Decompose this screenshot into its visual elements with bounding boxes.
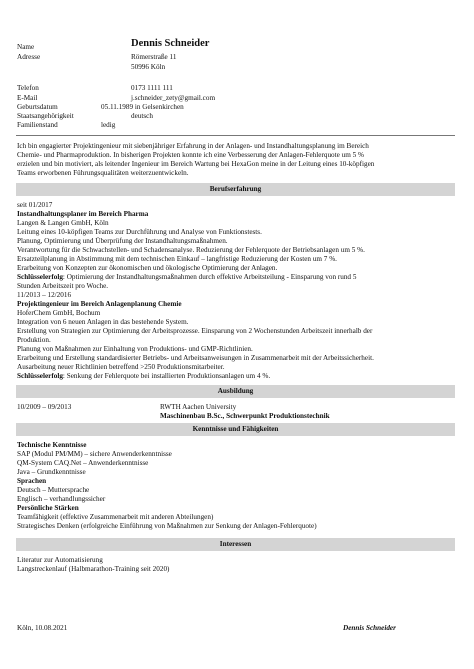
job-company: Langen & Langen GmbH, Köln [17,219,109,227]
job-bullet: Ausarbeitung neuer Richtlinien betreffend >250 Produktionsmitarbeiter. [17,363,225,371]
summary-line: erzielen und bin motiviert, als leitender Ingenieur im Bereich Wartung bei HexaGon meine in der Leitung eines 10-köpfigen [17,160,375,168]
job-success [17,372,270,380]
skill-item: QM-System CAQ.Net – Anwenderkenntnisse [17,459,149,467]
job-bullet: Leitung eines 10-köpfigen Teams zur Durchführung und Analyse von Funktionstests. [17,228,262,236]
divider [16,135,455,136]
nationality-value: deutsch [131,112,153,120]
interest-item: Literatur zur Automatisierung [17,556,103,564]
skill-item: Strategisches Denken (erfolgreiche Einführung von Maßnahmen zur Senkung der Anlagen-Fehlerquote) [17,522,317,530]
birth-label: Geburtsdatum [17,103,58,111]
job-success [17,273,356,281]
education-school: RWTH Aachen University [160,403,237,411]
skill-item: Deutsch – Muttersprache [17,486,90,494]
skills-lang-title: Sprachen [17,477,47,485]
education-period: 10/2009 – 09/2013 [17,403,72,411]
job-bullet: Integration von 6 neuen Anlagen in das bestehende System. [17,318,189,326]
place-date: Köln, 10.08.2021 [17,624,68,632]
interest-item: Langstreckenlauf (Halbmarathon-Training seit 2020) [17,565,170,573]
summary-line: Ich bin engagierter Projektingenieur mit siebenjähriger Erfahrung in der Anlagen- und Instandhaltungsplanung im Bereich [17,142,369,150]
job-title: Projektingenieur im Bereich Anlagenplanung Chemie [17,300,182,308]
nationality-label: Staatsangehörigkeit [17,112,74,120]
address-line2: 50996 Köln [131,63,166,71]
email-value: j.schneider_zety@gmail.com [131,94,216,102]
job-bullet: Ersatzteilplanung in Abstimmung mit dem technischen Einkauf – langfristige Reduzierung der Kosten um 7 %. [17,255,337,263]
job-bullet: Erarbeitung und Erstellung standardisierter Betriebs- und Arbeitsanweisungen in Zusammenarbeit mit der Arbeitssicherheit. [17,354,374,362]
job-bullet-cont: Produktion. [17,336,51,344]
skills-soft-title: Persönliche Stärken [17,504,79,512]
section-header-skills: Kenntnisse und Fähigkeiten [16,423,455,436]
success-label: Schlüsselerfolg [17,372,63,380]
summary-line: Teams erworbenen Führungsqualitäten weiterzuentwickeln. [17,169,189,177]
phone-label: Telefon [17,84,39,92]
job-period: 11/2013 – 12/2016 [17,291,72,299]
section-header-education: Ausbildung [16,385,455,398]
birth-value: 05.11.1989 in Gelsenkirchen [101,103,184,111]
skills-tech-title: Technische Kenntnisse [17,441,87,449]
success-text: : Senkung der Fehlerquote bei installierten Produktionsanlagen um 4 %. [62,372,271,380]
applicant-name: Dennis Schneider [131,38,210,49]
job-bullet: Erstellung von Strategien zur Optimierung der Arbeitsprozesse. Einsparung von 2 Wochenstunden Arbeitszeit innerhalb der [17,327,373,335]
skill-item: Teamfähigkeit (effektive Zusammenarbeit mit anderen Abteilungen) [17,513,214,521]
success-text: : Optimierung der Instandhaltungsmaßnahmen durch effektive Arbeitsteilung - Einsparung von rund 5 [62,273,357,281]
address-label: Adresse [17,53,41,61]
skill-item: SAP (Modul PM/MM) – sichere Anwenderkenntnisse [17,450,172,458]
section-header-experience: Berufserfahrung [16,183,455,196]
skill-item: Java – Grundkenntnisse [17,468,86,476]
success-label: Schlüsselerfolg [17,273,63,281]
email-label: E-Mail [17,94,38,102]
summary-line: Chemie- und Pharmaproduktion. In bisherigen Projekten konnte ich eine Verbesserung der Anlagen-Fehlerquote um 5 % [17,151,364,159]
address-line1: Römerstraße 11 [131,53,177,61]
family-label: Familienstand [17,121,58,129]
job-period: seit 01/2017 [17,201,53,209]
job-success-cont: Stunden Arbeitszeit pro Woche. [17,282,109,290]
signature: Dennis Schneider [343,624,396,632]
phone-value: 0173 1111 111 [131,84,173,92]
job-bullet: Planung von Maßnahmen zur Einhaltung von Produktions- und GMP-Richtlinien. [17,345,253,353]
education-degree: Maschinenbau B.Sc., Schwerpunkt Produktionstechnik [160,412,330,420]
job-title: Instandhaltungsplaner im Bereich Pharma [17,210,149,218]
name-label: Name [17,43,35,51]
section-header-interests: Interessen [16,538,455,551]
job-bullet: Erarbeitung von Konzepten zur ökonomischen und ökologische Optimierung der Anlagen. [17,264,278,272]
job-company: HoferChem GmbH, Bochum [17,309,101,317]
job-bullet: Planung, Optimierung und Überprüfung der Instandhaltungsmaßnahmen. [17,237,228,245]
family-value: ledig [101,121,116,129]
skill-item: Englisch – verhandlungssicher [17,495,106,503]
job-bullet: Verantwortung für die Schwachstellen- und Schadensanalyse. Reduzierung der Fehlerquote der Betriebsanlagen um 5 %. [17,246,365,254]
